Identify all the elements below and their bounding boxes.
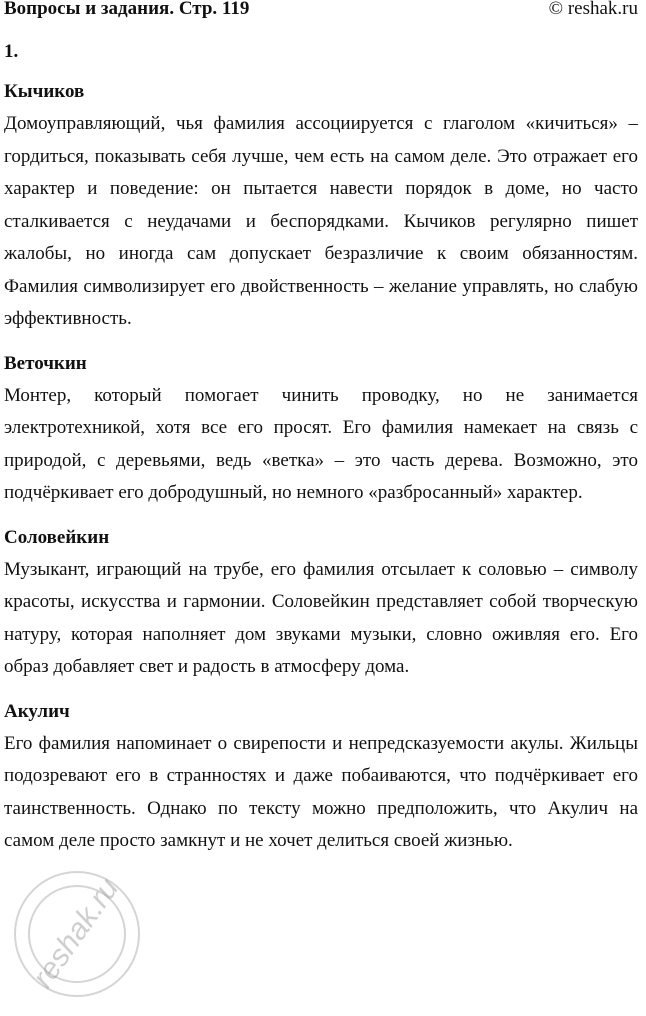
page-title: Вопросы и задания. Стр. 119 <box>4 0 250 19</box>
section-heading-akulich: Акулич <box>4 700 70 722</box>
site-credit: © reshak.ru <box>548 0 638 19</box>
section-text-akulich: Его фамилия напоминает о свирепости и непредсказуемости акулы. Жильцы подозревают его в странностях и даже побаиваются, что подчёркивает его таинственность. Однако по тексту можно предположить, что Акулич на самом деле просто замкнут и не хочет делиться своей жизнью. <box>4 732 638 851</box>
page-header <box>4 0 638 22</box>
section-heading-vetochkin: Веточкин <box>4 352 87 374</box>
section-text-vetochkin: Монтер, который помогает чинить проводку, но не занимается электротехникой, хотя все его просят. Его фамилия намекает на связь с природой, с деревьями, ведь «ветка» – это часть дерева. Возможно, это подчёркивает его добродушный, но немного «разбросанный» характер. <box>4 384 638 503</box>
section-heading-soloveykin: Соловейкин <box>4 526 110 548</box>
section-heading-kychikov: Кычиков <box>4 81 85 102</box>
section-text-kychikov: Домоуправляющий, чья фамилия ассоциируется с глаголом «кичиться» – гордиться, показывать себя лучше, чем есть на самом деле. Это отражает его характер и поведение: он пытается навести порядок в доме, но часто сталкивается с неудачами и беспорядками. Кычиков регулярно пишет жалобы, но иногда сам допускает безразличие к своим обязанностям. Фамилия символизирует его двойственность – желание управлять, но слабую эффективность. <box>4 113 638 329</box>
task-number: 1. <box>4 41 19 62</box>
watermark-text: reshak.ru <box>26 872 126 994</box>
section-text-soloveykin: Музыкант, играющий на трубе, его фамилия отсылает к соловью – символу красоты, искусства и гармонии. Соловейкин представляет собой творческую натуру, которая наполняет дом звуками музыки, словно оживляя его. Его образ добавляет свет и радость в атмосферу дома. <box>4 558 638 677</box>
